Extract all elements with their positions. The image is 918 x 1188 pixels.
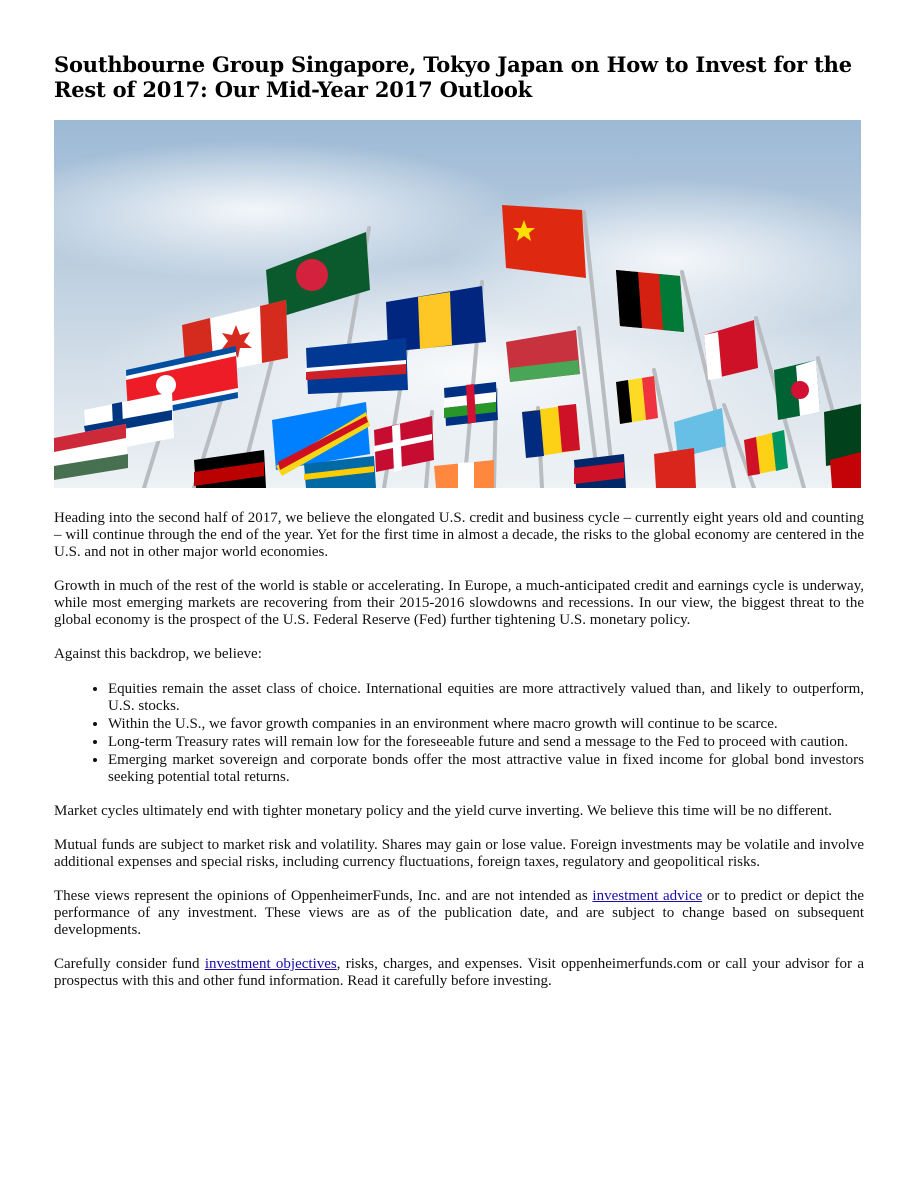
text-segment: , risks, charges, and expenses. Visit oppenheimerfunds.com or call your advisor for a prospectus with this and other fund information. Read it carefully before investing. [54,956,864,989]
investment-objectives-link[interactable]: investment objectives [204,956,337,972]
paragraph-views-disclaimer [54,888,864,939]
text-segment: These views represent the opinions of OppenheimerFunds, Inc. and are not intended as [54,888,593,904]
list-item: • Emerging market sovereign and corporate bonds offer the most attractive value in fixed income for global bond investors seeking potential total returns. [108,751,864,786]
beliefs-list [54,680,864,786]
list-item: • Within the U.S., we favor growth companies in an environment where macro growth will continue to be scarce. [108,715,864,733]
paragraph-cycles: Market cycles ultimately end with tighter monetary policy and the yield curve inverting. We believe this time will be no different. [54,803,833,819]
article-title: Southbourne Group Singapore, Tokyo Japan on How to Invest for the Rest of 2017: Our Mid-Year 2017 Outlook [54,52,852,102]
text-segment: or to predict or depict the performance of any investment. These views are as of the publication date, and are subject to change based on subsequent developments. [54,888,865,938]
paragraph-prospectus-notice [54,956,864,990]
text-segment: Carefully consider fund [54,956,205,972]
article [54,52,864,1007]
paragraph-risk-disclosure: Mutual funds are subject to market risk and volatility. Shares may gain or lose value. Foreign investments may be volatile and involve additional expenses and special risks, including currency fluctuations, foreign taxes, regulatory and geopolitical risks. [54,837,864,870]
article-body [54,510,864,990]
paragraph-intro: Heading into the second half of 2017, we believe the elongated U.S. credit and business cycle – currently eight years old and counting – will continue through the end of the year. Yet for the first time in almost a decade, the risks to the global economy are centered in the U.S. and not in other major world economies. [54,510,864,560]
paragraph-backdrop: Against this backdrop, we believe: [54,646,262,662]
list-item: • Long-term Treasury rates will remain low for the foreseeable future and send a message to the Fed to proceed with caution. [108,733,864,751]
list-item: • Equities remain the asset class of choice. International equities are more attractively valued than, and likely to outperform, U.S. stocks. [108,680,864,715]
investment-advice-link[interactable]: investment advice [592,888,703,904]
flags-photo [54,120,861,488]
paragraph-growth: Growth in much of the rest of the world is stable or accelerating. In Europe, a much-anticipated credit and earnings cycle is underway, while most emerging markets are recovering from their 2015-2016 slowdowns and recessions. In our view, the biggest threat to the global economy is the prospect of the U.S. Federal Reserve (Fed) further tightening U.S. monetary policy. [54,578,864,628]
